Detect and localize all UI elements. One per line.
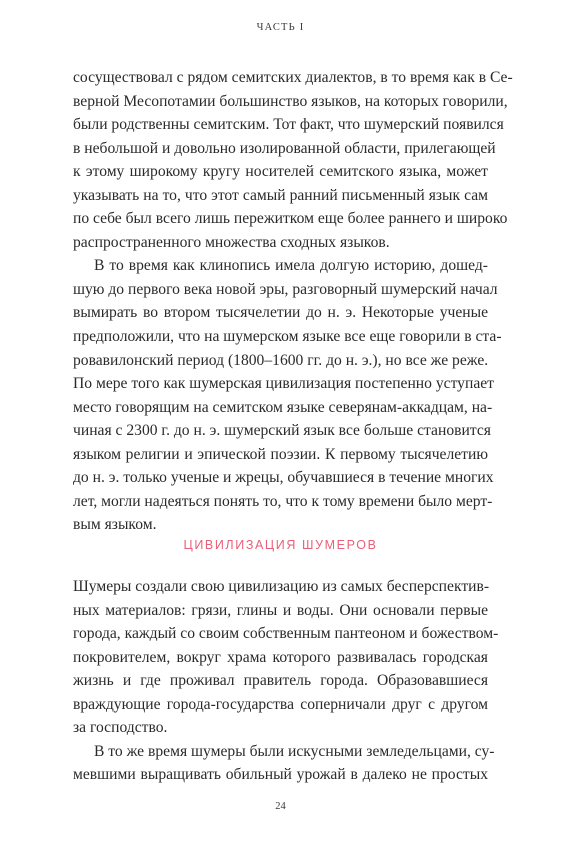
text-line: в небольшой и довольно изолированной области, прилегающей [73,139,496,157]
text-line: ровавилонский период (1800–1600 гг. до н. э.), но все же реже. [73,351,489,369]
page-number: 24 [275,801,286,812]
text-line: Шумеры создали свою цивилизацию из самых бесперспектив- [73,578,490,595]
text-line: языком религии и эпической поэзии. К первому тысячелетию [73,445,488,463]
text-line: В то же время шумеры были искусными земледельцами, су- [94,742,495,760]
text-line: за господство. [73,719,168,737]
text-line: жизнь и где проживал правитель города. Образовавшиеся [73,672,488,690]
text-line: По мере того как шумерская цивилизация постепенно уступает [73,375,494,393]
text-line: мевшими выращивать обильный урожай в далеко не простых [73,766,488,784]
text-line: лет, могли надеяться понять то, что к тому времени было мерт- [73,492,493,510]
text-line: В то время как клинопись имела долгую историю, дошед- [94,257,488,275]
running-head: ЧАСТЬ I [256,22,305,33]
section-heading: ЦИВИЛИЗАЦИЯ ШУМЕРОВ [183,538,378,552]
text-line: вымирать во втором тысячелетии до н. э. Некоторые ученые [73,304,488,322]
body-text-section-2 [73,575,499,787]
text-line: до н. э. только ученые и жрецы, обучавшиеся в течение многих [73,469,494,487]
text-line: верной Месопотамии большинство языков, на которых говорили, [73,92,508,110]
text-line: ных материалов: грязи, глины и воды. Они основали первые [73,601,488,619]
text-line: распространенного множества сходных языков. [73,233,390,251]
text-line: города, каждый со своим собственным пантеоном и божеством- [73,625,499,643]
text-line: место говорящим на семитском языке северянам-аккадцам, на- [73,398,493,416]
text-line: указывать на то, что этот самый ранний письменный язык сам [73,186,488,204]
text-line: к этому широкому кругу носителей семитского языка, может [73,163,488,181]
text-line: были родственны семитским. Тот факт, что шумерский появился [73,116,504,134]
body-text-section-1 [73,66,513,537]
text-line: сосуществовал с рядом семитских диалектов, в то время как в Се- [73,69,513,86]
text-line: покровителем, вокруг храма которого развивалась городская [73,648,488,666]
text-line: враждующие города-государства соперничали друг с другом [73,695,488,713]
text-line: чиная с 2300 г. до н. э. шумерский язык все больше становится [73,422,491,440]
text-line: по себе был всего лишь пережитком еще более раннего и широко [73,210,508,228]
text-line: предположили, что на шумерском языке все еще говорили в ста- [73,328,502,346]
text-line: шую до первого века новой эры, разговорный шумерский начал [73,280,498,298]
text-line: вым языком. [73,516,157,534]
